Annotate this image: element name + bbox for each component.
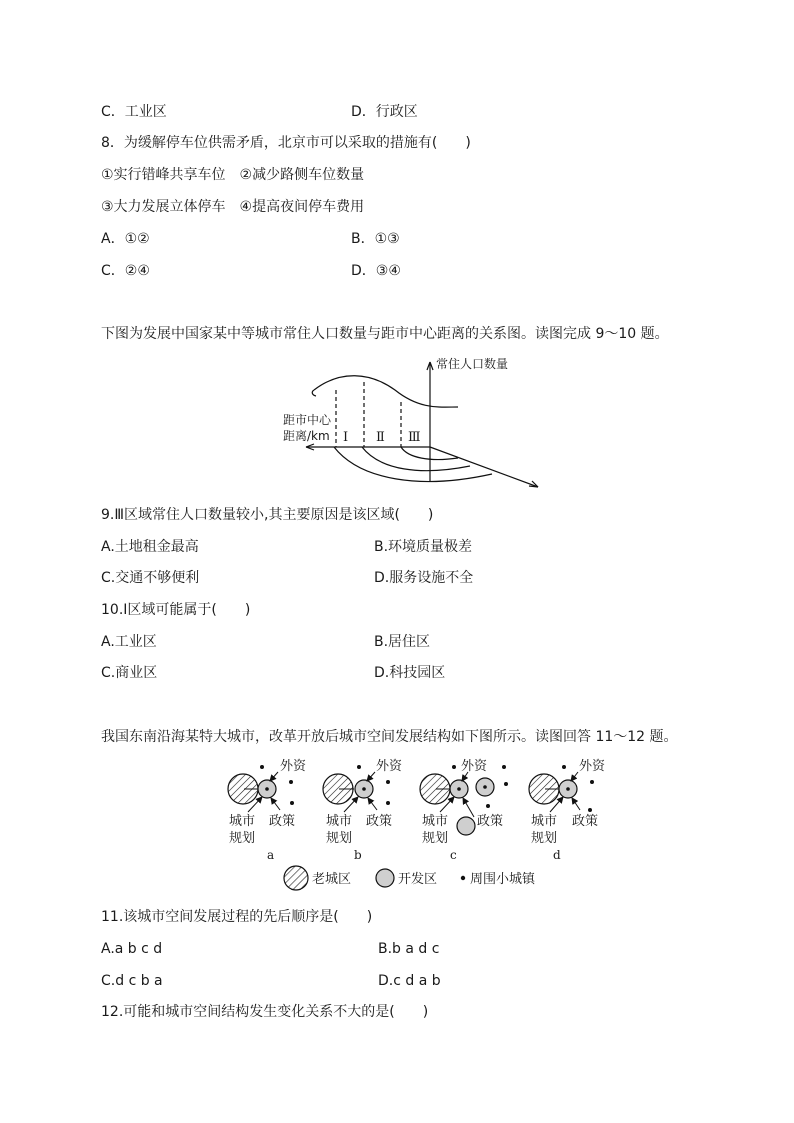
q12-stem: 12.可能和城市空间结构发生变化关系不大的是( ) xyxy=(101,1004,429,1020)
label-policy: 政策 xyxy=(477,814,504,829)
q9-option-a: A.土地租金最高 xyxy=(101,539,199,555)
q10-stem: 10.Ⅰ区域可能属于( ) xyxy=(101,602,251,618)
q10-option-a: A.工业区 xyxy=(101,634,157,650)
label-foreign-capital: 外资 xyxy=(579,759,606,774)
q8-option-c: C．②④ xyxy=(101,263,150,279)
q7-option-d: D．行政区 xyxy=(351,104,418,120)
label-planning-1: 城市 xyxy=(229,814,256,829)
q8-option-a: A．①② xyxy=(101,231,150,247)
panel-b-label: b xyxy=(354,848,362,862)
label-policy: 政策 xyxy=(269,814,296,829)
q9-option-b: B.环境质量极差 xyxy=(374,539,473,555)
city-structure-figure xyxy=(218,752,618,897)
q11-stem: 11.该城市空间发展过程的先后顺序是( ) xyxy=(101,909,373,925)
q10-option-d: D.科技园区 xyxy=(374,665,446,681)
q9-stem: 9.Ⅲ区域常住人口数量较小,其主要原因是该区域( ) xyxy=(101,507,434,523)
label-planning-1: 城市 xyxy=(326,814,353,829)
legend-old-city: 老城区 xyxy=(312,872,352,887)
label-foreign-capital: 外资 xyxy=(376,759,403,774)
label-planning-2: 规划 xyxy=(229,831,256,846)
label-foreign-capital: 外资 xyxy=(461,759,488,774)
figure-legend xyxy=(284,866,536,890)
q11-option-b: B.b a d c xyxy=(378,941,440,957)
q8-measures-line1: ①实行错峰共享车位 ②减少路侧车位数量 xyxy=(101,167,365,183)
label-policy: 政策 xyxy=(366,814,393,829)
q9-option-c: C.交通不够便利 xyxy=(101,570,200,586)
q11-option-c: C.d c b a xyxy=(101,973,163,989)
q8-option-d: D．③④ xyxy=(351,263,401,279)
label-foreign-capital: 外资 xyxy=(280,759,307,774)
q11-option-a: A.a b c d xyxy=(101,941,163,957)
zone-3-label: Ⅲ xyxy=(408,430,421,445)
passage-1: 下图为发展中国家某中等城市常住人口数量与距市中心距离的关系图。读图完成 9～10 题。 xyxy=(101,326,669,342)
q8-option-b: B．①③ xyxy=(351,231,400,247)
panel-d-label: d xyxy=(553,848,561,862)
q10-option-c: C.商业区 xyxy=(101,665,158,681)
q11-option-d: D.c d a b xyxy=(378,973,441,989)
legend-towns: 周围小城镇 xyxy=(470,872,536,887)
panel-c xyxy=(420,758,508,862)
label-planning-2: 规划 xyxy=(531,831,558,846)
label-planning-2: 规划 xyxy=(326,831,353,846)
q8-measures-line2: ③大力发展立体停车 ④提高夜间停车费用 xyxy=(101,199,365,215)
label-policy: 政策 xyxy=(572,814,599,829)
town-dot-swatch xyxy=(461,876,465,880)
zone-2-label: Ⅱ xyxy=(376,430,385,445)
panel-d xyxy=(529,758,606,862)
label-planning-1: 城市 xyxy=(531,814,558,829)
panel-c-label: c xyxy=(450,848,457,862)
panel-b xyxy=(323,758,403,862)
y-axis-label: 常住人口数量 xyxy=(436,357,509,371)
q7-option-c: C．工业区 xyxy=(101,104,167,120)
x-axis-label-line1: 距市中心 xyxy=(283,413,332,427)
label-planning-2: 规划 xyxy=(422,831,449,846)
passage-2: 我国东南沿海某特大城市，改革开放后城市空间发展结构如下图所示。读图回答 11～12 题。 xyxy=(101,729,678,745)
legend-dev-zone: 开发区 xyxy=(398,872,438,887)
label-planning-1: 城市 xyxy=(422,814,449,829)
panel-a-label: a xyxy=(267,848,275,862)
panel-a xyxy=(228,758,307,862)
q8-stem: 8．为缓解停车位供需矛盾，北京市可以采取的措施有( ) xyxy=(101,135,471,151)
q10-option-b: B.居住区 xyxy=(374,634,431,650)
old-city-swatch xyxy=(284,866,308,890)
dev-zone-swatch xyxy=(376,869,394,887)
zone-1-label: Ⅰ xyxy=(343,430,349,445)
q9-option-d: D.服务设施不全 xyxy=(374,570,474,586)
x-axis-label-line2: 距离/km xyxy=(283,429,330,443)
population-distance-figure xyxy=(270,352,560,492)
